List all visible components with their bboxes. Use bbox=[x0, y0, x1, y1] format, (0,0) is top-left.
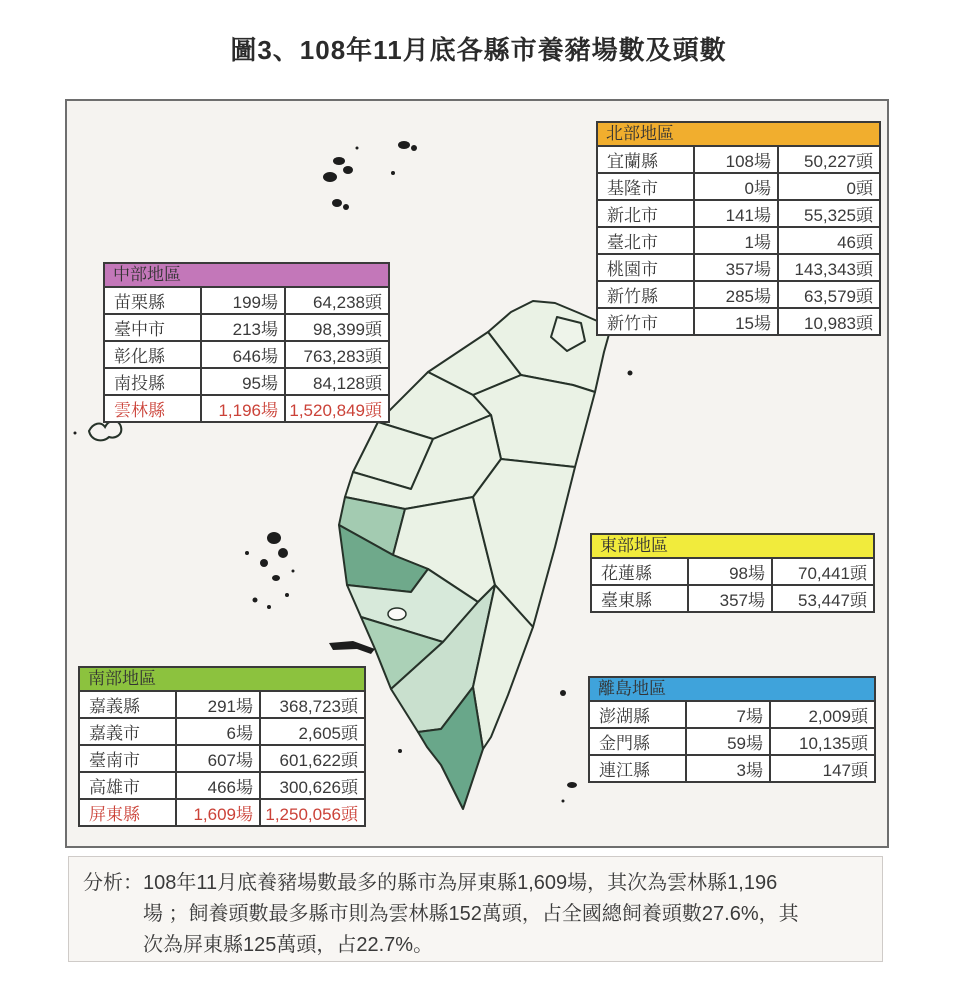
turtle-island bbox=[628, 371, 633, 376]
table-row bbox=[589, 701, 875, 728]
county-cell: 臺中市 bbox=[104, 314, 201, 341]
heads-cell: 10,135頭 bbox=[770, 728, 875, 755]
county-cell: 基隆市 bbox=[597, 173, 694, 200]
region-header-east: 東部地區 bbox=[590, 533, 875, 559]
table-row bbox=[79, 745, 365, 772]
map-region-chiayi-city bbox=[388, 608, 406, 620]
farms-cell: 285場 bbox=[694, 281, 778, 308]
region-data-table-central bbox=[103, 286, 390, 423]
county-cell: 臺南市 bbox=[79, 745, 176, 772]
county-cell: 新北市 bbox=[597, 200, 694, 227]
analysis-label: 分析： bbox=[83, 872, 143, 894]
table-row bbox=[597, 254, 880, 281]
heads-cell: 300,626頭 bbox=[260, 772, 365, 799]
region-table-central bbox=[103, 262, 390, 423]
region-table-east bbox=[590, 533, 875, 613]
farms-cell: 1,609場 bbox=[176, 799, 260, 826]
farms-cell: 98場 bbox=[688, 558, 772, 585]
farms-cell: 3場 bbox=[686, 755, 770, 782]
heads-cell: 2,009頭 bbox=[770, 701, 875, 728]
county-cell: 宜蘭縣 bbox=[597, 146, 694, 173]
green-island bbox=[560, 690, 566, 696]
table-row bbox=[104, 287, 389, 314]
table-row bbox=[591, 585, 874, 612]
heads-cell: 10,983頭 bbox=[778, 308, 880, 335]
heads-cell: 50,227頭 bbox=[778, 146, 880, 173]
heads-cell: 1,520,849頭 bbox=[285, 395, 389, 422]
table-row bbox=[79, 799, 365, 826]
county-cell: 花蓮縣 bbox=[591, 558, 688, 585]
farms-cell: 108場 bbox=[694, 146, 778, 173]
table-row bbox=[589, 755, 875, 782]
region-table-islands bbox=[588, 676, 876, 783]
farms-cell: 357場 bbox=[688, 585, 772, 612]
farms-cell: 0場 bbox=[694, 173, 778, 200]
table-row bbox=[104, 395, 389, 422]
region-table-south bbox=[78, 666, 366, 827]
region-table-north bbox=[596, 121, 881, 336]
heads-cell: 1,250,056頭 bbox=[260, 799, 365, 826]
table-row bbox=[104, 368, 389, 395]
county-cell: 新竹市 bbox=[597, 308, 694, 335]
heads-cell: 763,283頭 bbox=[285, 341, 389, 368]
farms-cell: 1,196場 bbox=[201, 395, 285, 422]
farms-cell: 15場 bbox=[694, 308, 778, 335]
table-row bbox=[597, 146, 880, 173]
analysis-line: 108年11月底養豬場數最多的縣市為屏東縣1,609場，其次為雲林縣1,196 bbox=[143, 872, 778, 894]
region-data-table-islands bbox=[588, 700, 876, 783]
farms-cell: 199場 bbox=[201, 287, 285, 314]
penghu-islands bbox=[245, 532, 295, 609]
county-cell: 嘉義市 bbox=[79, 718, 176, 745]
heads-cell: 64,238頭 bbox=[285, 287, 389, 314]
matsu-islands bbox=[323, 141, 417, 210]
heads-cell: 2,605頭 bbox=[260, 718, 365, 745]
heads-cell: 46頭 bbox=[778, 227, 880, 254]
county-cell: 苗栗縣 bbox=[104, 287, 201, 314]
page-title: 圖3、108年11月底各縣市養豬場數及頭數 bbox=[230, 35, 727, 65]
farms-cell: 357場 bbox=[694, 254, 778, 281]
county-cell: 連江縣 bbox=[589, 755, 686, 782]
farms-cell: 7場 bbox=[686, 701, 770, 728]
region-header-central: 中部地區 bbox=[103, 262, 390, 288]
county-cell: 高雄市 bbox=[79, 772, 176, 799]
county-cell: 桃園市 bbox=[597, 254, 694, 281]
table-row bbox=[104, 314, 389, 341]
county-cell: 南投縣 bbox=[104, 368, 201, 395]
analysis-box bbox=[68, 856, 883, 962]
table-row bbox=[597, 227, 880, 254]
heads-cell: 70,441頭 bbox=[772, 558, 874, 585]
county-cell: 臺東縣 bbox=[591, 585, 688, 612]
county-cell: 嘉義縣 bbox=[79, 691, 176, 718]
county-cell: 臺北市 bbox=[597, 227, 694, 254]
region-header-north: 北部地區 bbox=[596, 121, 881, 147]
heads-cell: 55,325頭 bbox=[778, 200, 880, 227]
heads-cell: 143,343頭 bbox=[778, 254, 880, 281]
farms-cell: 1場 bbox=[694, 227, 778, 254]
table-row bbox=[591, 558, 874, 585]
table-row bbox=[597, 308, 880, 335]
table-row bbox=[589, 728, 875, 755]
table-row bbox=[597, 200, 880, 227]
farms-cell: 646場 bbox=[201, 341, 285, 368]
heads-cell: 63,579頭 bbox=[778, 281, 880, 308]
kinmen-island bbox=[74, 421, 122, 440]
heads-cell: 53,447頭 bbox=[772, 585, 874, 612]
farms-cell: 6場 bbox=[176, 718, 260, 745]
analysis-line: 次為屏東縣125萬頭，占22.7%。 bbox=[143, 934, 434, 956]
farms-cell: 95場 bbox=[201, 368, 285, 395]
table-row bbox=[597, 173, 880, 200]
tainan-sandbar bbox=[329, 641, 375, 654]
county-cell: 新竹縣 bbox=[597, 281, 694, 308]
table-row bbox=[597, 281, 880, 308]
region-data-table-north bbox=[596, 145, 881, 336]
table-row bbox=[79, 691, 365, 718]
heads-cell: 368,723頭 bbox=[260, 691, 365, 718]
county-cell: 雲林縣 bbox=[104, 395, 201, 422]
farms-cell: 291場 bbox=[176, 691, 260, 718]
county-cell: 屏東縣 bbox=[79, 799, 176, 826]
heads-cell: 84,128頭 bbox=[285, 368, 389, 395]
region-header-south: 南部地區 bbox=[78, 666, 366, 692]
heads-cell: 601,622頭 bbox=[260, 745, 365, 772]
region-data-table-south bbox=[78, 690, 366, 827]
county-cell: 澎湖縣 bbox=[589, 701, 686, 728]
analysis-text bbox=[143, 868, 799, 961]
liuqiu-island bbox=[398, 749, 402, 753]
heads-cell: 147頭 bbox=[770, 755, 875, 782]
table-row bbox=[79, 772, 365, 799]
heads-cell: 0頭 bbox=[778, 173, 880, 200]
table-row bbox=[104, 341, 389, 368]
table-row bbox=[79, 718, 365, 745]
farms-cell: 213場 bbox=[201, 314, 285, 341]
orchid-island bbox=[567, 782, 577, 788]
county-cell: 金門縣 bbox=[589, 728, 686, 755]
farms-cell: 59場 bbox=[686, 728, 770, 755]
analysis-line: 場 ；飼養頭數最多縣市則為雲林縣152萬頭，占全國總飼養頭數27.6%，其 bbox=[143, 903, 799, 925]
farms-cell: 466場 bbox=[176, 772, 260, 799]
farms-cell: 141場 bbox=[694, 200, 778, 227]
farms-cell: 607場 bbox=[176, 745, 260, 772]
region-header-islands: 離島地區 bbox=[588, 676, 876, 702]
heads-cell: 98,399頭 bbox=[285, 314, 389, 341]
county-cell: 彰化縣 bbox=[104, 341, 201, 368]
little-orchid-island bbox=[562, 800, 565, 803]
region-data-table-east bbox=[590, 557, 875, 613]
